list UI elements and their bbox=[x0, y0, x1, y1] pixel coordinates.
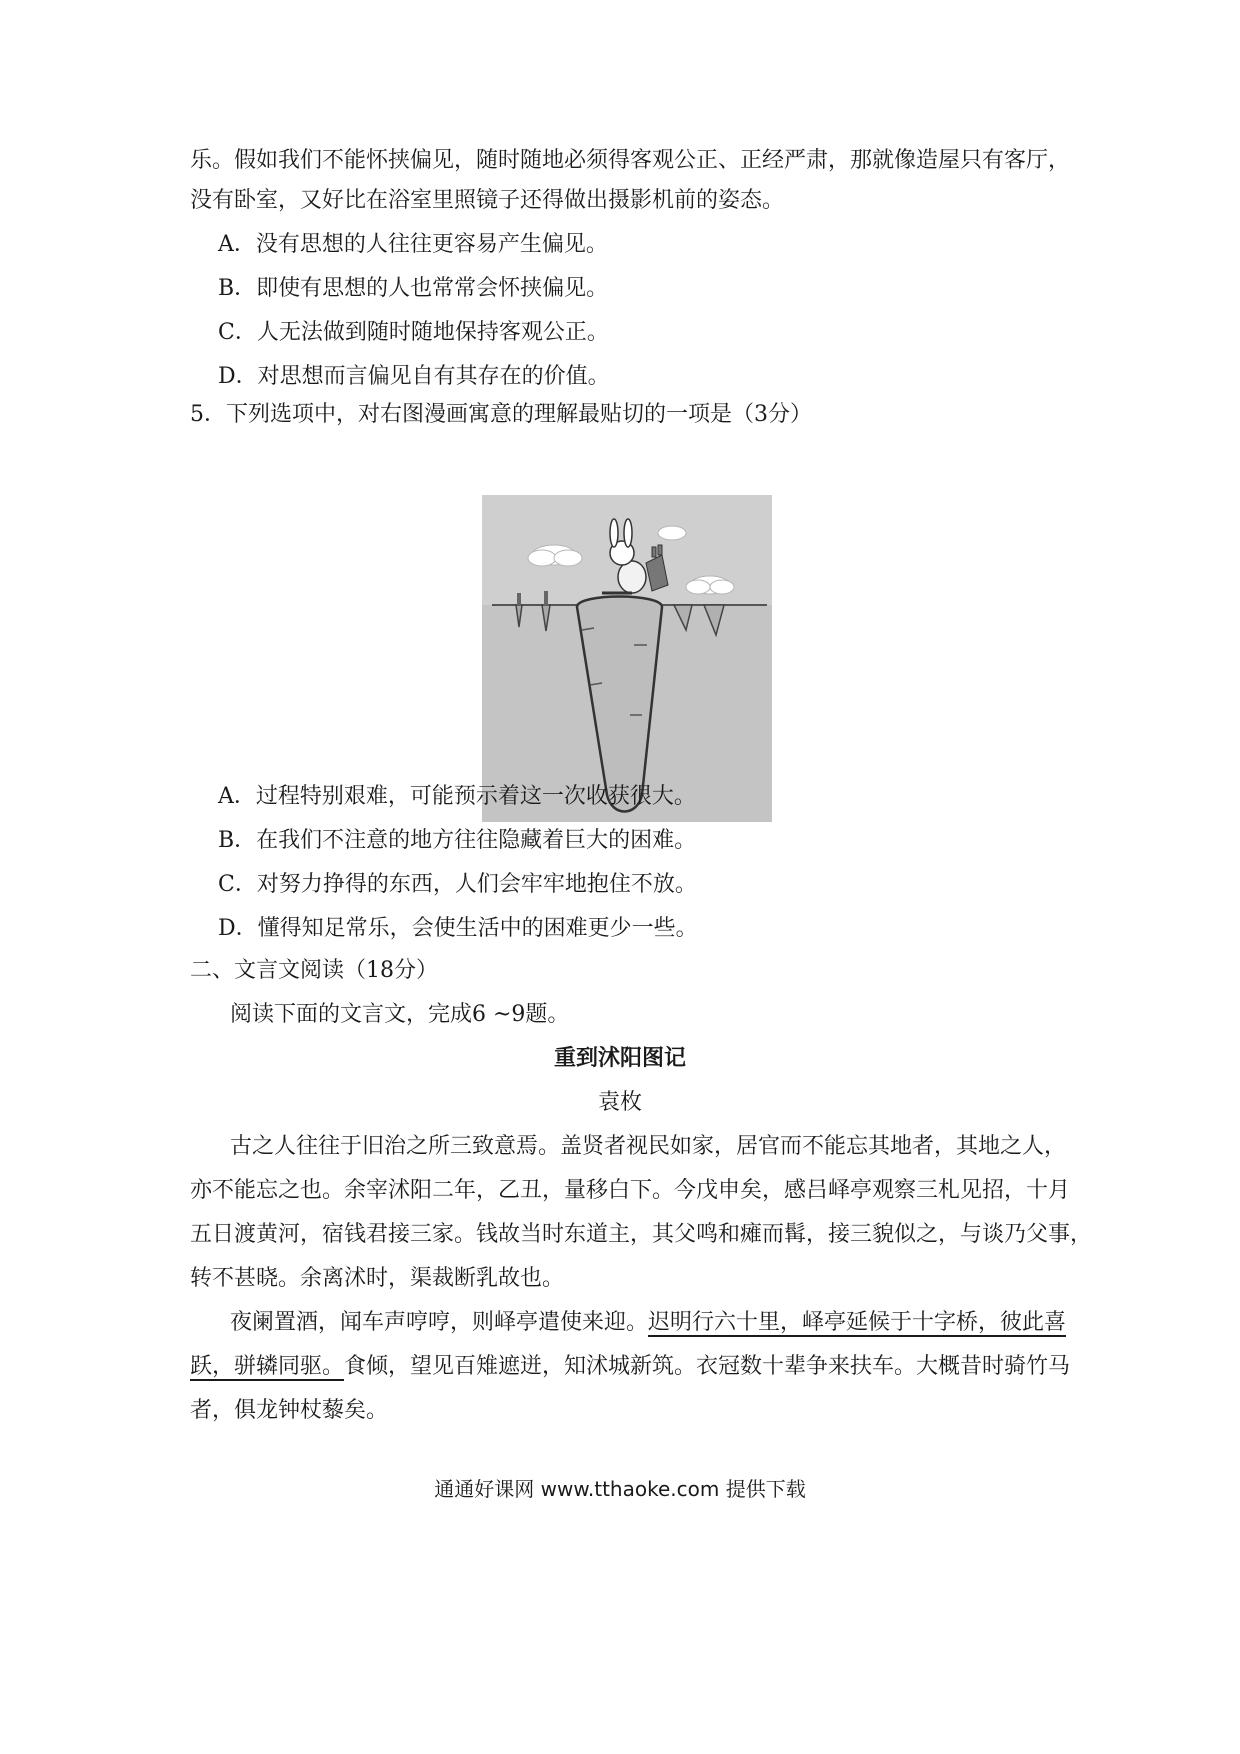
q5-stem: 5．下列选项中，对右图漫画寓意的理解最贴切的一项是（3分） bbox=[190, 402, 812, 427]
q5-option-a: A．过程特别艰难，可能预示着这一次收获很大。 bbox=[218, 784, 696, 809]
essay-title: 重到沭阳图记 bbox=[553, 1046, 686, 1071]
essay-author: 袁枚 bbox=[597, 1090, 642, 1115]
reading-instruction: 阅读下面的文言文，完成6 ~9题。 bbox=[230, 1002, 570, 1027]
para1-line1: 古之人往往于旧治之所三致意焉。盖贤者视民如家，居官而不能忘其地者，其地之人， bbox=[230, 1134, 1067, 1159]
q5-option-d: D．懂得知足常乐，会使生活中的困难更少一些。 bbox=[218, 916, 698, 941]
q5-option-b: B．在我们不注意的地方往往隐藏着巨大的困难。 bbox=[218, 828, 697, 853]
carrot-rabbit-cartoon bbox=[482, 495, 772, 822]
page-footer: 通通好课网 www.tthaoke.com 提供下载 bbox=[434, 1477, 806, 1501]
para2-line1 bbox=[230, 1308, 1066, 1338]
passage-line-1: 乐。假如我们不能怀挟偏见，随时随地必须得客观公正、正经严肃，那就像造屋只有客厅， bbox=[190, 148, 1071, 173]
para1-line3: 五日渡黄河，宿钱君接三家。钱故当时东道主，其父鸣和瘫而髯，接三貌似之，与谈乃父事， bbox=[190, 1222, 1093, 1247]
q5-option-c: C．对努力挣得的东西，人们会牢牢地抱住不放。 bbox=[218, 872, 697, 897]
para2-underlined-b: 跃，骈辚同驱。 bbox=[190, 1354, 345, 1379]
passage-line-2: 没有卧室，又好比在浴室里照镜子还得做出摄影机前的姿态。 bbox=[190, 188, 785, 213]
q4-option-a: A．没有思想的人往往更容易产生偏见。 bbox=[218, 232, 608, 257]
section-heading: 二、文言文阅读（18分） bbox=[190, 958, 438, 983]
para2-line2 bbox=[190, 1352, 1070, 1382]
para2-underlined-a: 迟明行六十里，峄亭延候于十字桥，彼此喜 bbox=[648, 1310, 1067, 1335]
q4-option-d: D．对思想而言偏见自有其存在的价值。 bbox=[218, 364, 610, 389]
para1-line2: 亦不能忘之也。余宰沭阳二年，乙丑，量移白下。今戊申矣，感吕峄亭观察三札见招，十月 bbox=[190, 1178, 1071, 1203]
q4-option-c: C．人无法做到随时随地保持客观公正。 bbox=[218, 320, 609, 345]
para2-line3: 者，俱龙钟杖藜矣。 bbox=[190, 1398, 389, 1423]
para2-line2-rest: 食倾，望见百雉遮迸，知沭城新筑。衣冠数十辈争来扶车。大概昔时骑竹马 bbox=[344, 1354, 1071, 1379]
para1-line4: 转不甚晓。余离沭时，渠裁断乳故也。 bbox=[190, 1266, 565, 1291]
para2-line1-start: 夜阑置酒，闻车声哼哼，则峄亭遣使来迎。 bbox=[230, 1310, 649, 1335]
q4-option-b: B．即使有思想的人也常常会怀挟偏见。 bbox=[218, 276, 609, 301]
